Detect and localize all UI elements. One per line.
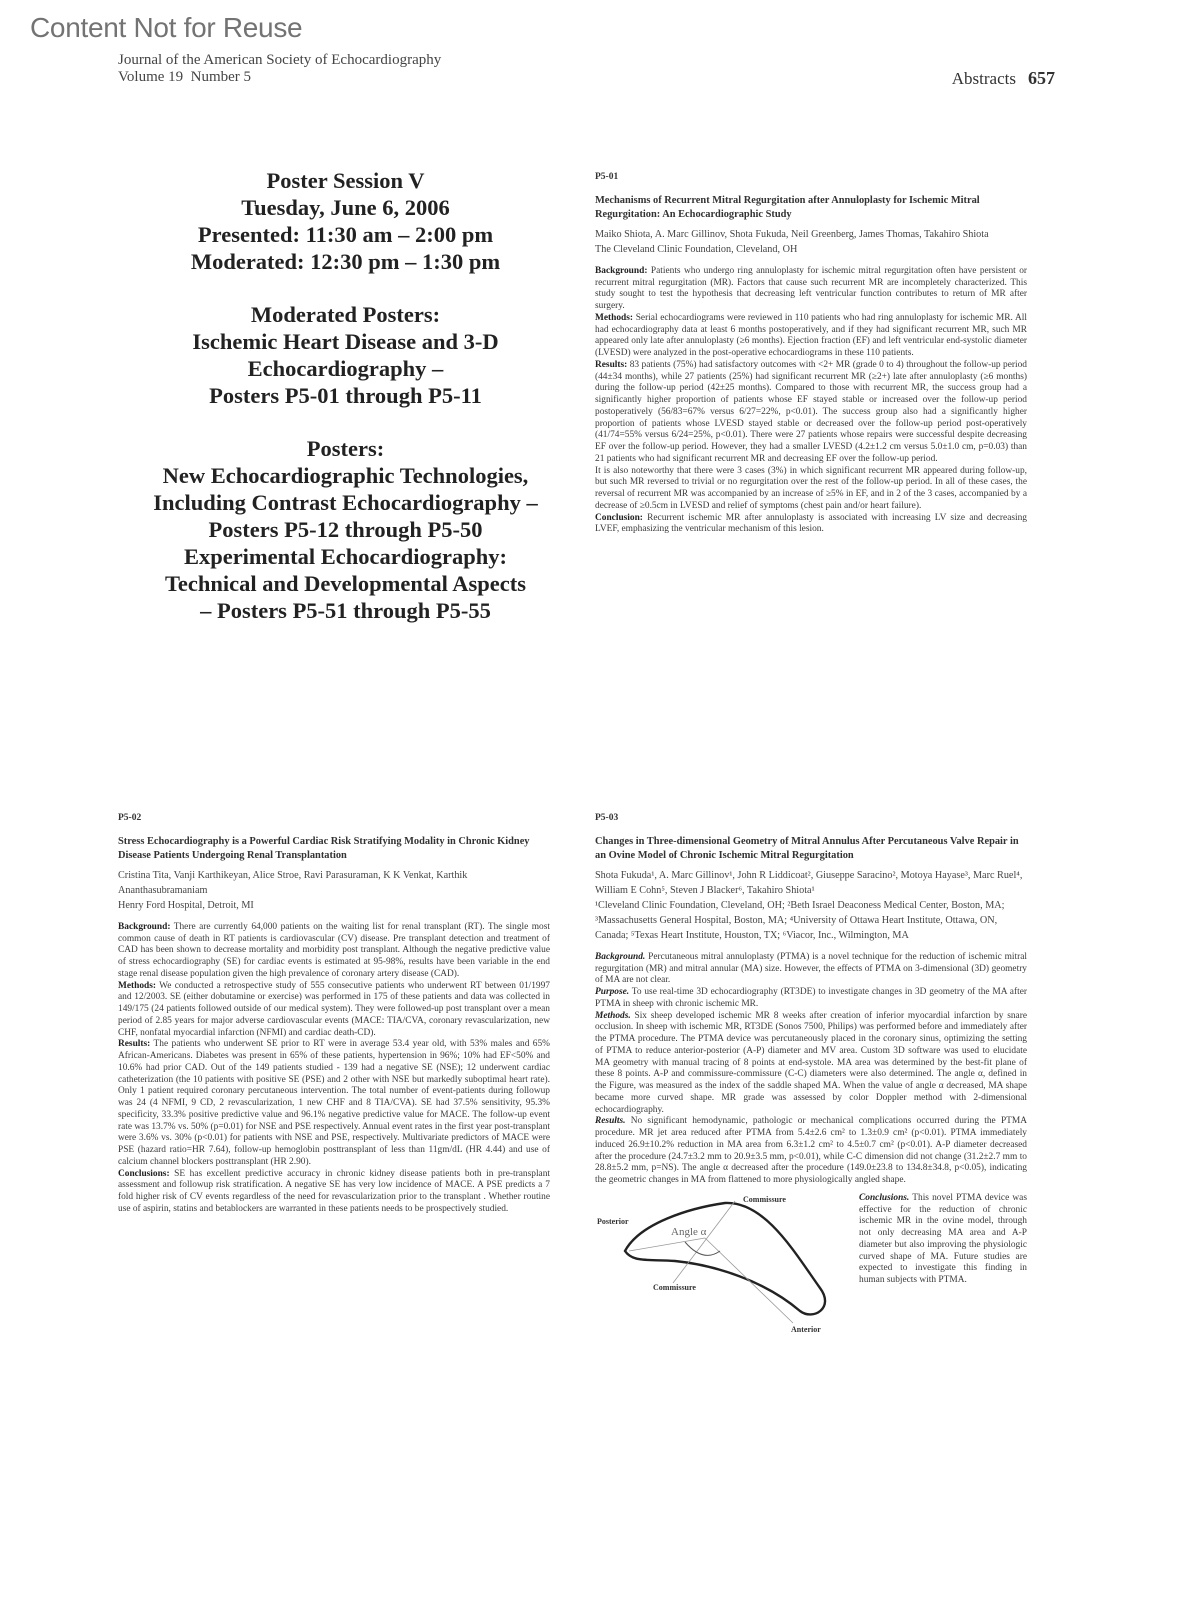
angle-arm-2 (705, 1238, 793, 1323)
abstract-title: Stress Echocardiography is a Powerful Cardiac Risk Stratifying Modality in Chronic Kidney Disease Patients Undergoing Renal Transplantation (118, 835, 530, 861)
session-line: Posters P5-01 through P5-11 (209, 383, 482, 408)
running-header (118, 52, 441, 86)
annulus-outline (625, 1203, 825, 1315)
section-label: Background: (595, 265, 648, 276)
session-line: Moderated Posters: (250, 302, 441, 327)
purpose-text: To use real-time 3D echocardiography (RT3DE) to investigate changes in 3D geometry of the MA after PTMA in sheep with chronic ischemic MR. (595, 987, 1027, 1009)
abstract-affiliation: ¹Cleveland Clinic Foundation, Cleveland, OH; ²Beth Israel Deaconess Medical Center, Boston, MA; ³Massachusetts General Hospital, Boston, MA; ⁴University of Ottawa Heart Institute, Ottawa, ON, Canada; ⁵Texas Heart Institute, Houston, TX; ⁶Viacor, Inc., Wilmington, MA (595, 899, 1005, 941)
label-anterior: Anterior (791, 1324, 821, 1333)
background-text: Patients who undergo ring annuloplasty for ischemic mitral regurgitation often have persistent or recurrent mitral regurgitation (MR). Factors that cause such recurrent MR are incompletely characterized. This study sought to test the hypothesis that decreasing left ventricular function contributes to return of MR after surgery. (595, 265, 1027, 311)
abstract-title: Mechanisms of Recurrent Mitral Regurgitation after Annuloplasty for Ischemic Mitral Regurgitation: An Echocardiographic Study (595, 194, 980, 220)
section-label: Background. (595, 951, 646, 962)
methods-text: Serial echocardiograms were reviewed in 110 patients who had ring annuloplasty for ischemic MR. All had echocardiography data at least 6 months postoperatively, and if they had significant recurrent MR, such MR appeared only late after annuloplasty (≥6 months). Ejection fraction (EF) and left ventricular end-systolic diameter (LVESD) were analyzed in the post-operative echocardiograms in these 110 patients. (595, 312, 1027, 358)
label-posterior: Posterior (597, 1216, 629, 1226)
abstract-title: Changes in Three-dimensional Geometry of Mitral Annulus After Percutaneous Valve Repair in an Ovine Model of Chronic Ischemic Mitral Regurgitation (595, 835, 1019, 861)
session-line: Moderated: 12:30 pm – 1:30 pm (190, 249, 501, 274)
session-line: Presented: 11:30 am – 2:00 pm (197, 222, 494, 247)
session-line: Experimental Echocardiography: (183, 544, 508, 569)
session-line: – Posters P5-51 through P5-55 (200, 598, 491, 623)
abstract-p5-02 (118, 813, 550, 1216)
section-label: Conclusions: (118, 1168, 170, 1179)
abstract-authors: Cristina Tita, Vanji Karthikeyan, Alice Stroe, Ravi Parasuraman, K K Venkat, Karthik Ananthasubramaniam (118, 869, 468, 896)
conclusion-text: SE has excellent predictive accuracy in chronic kidney disease patients both in pre-transplant assessment and followup risk stratification. A negative SE has very low incidence of MACE. A PSE predicts a 7 fold higher risk of CV events regardless of the need for revascularization prior to the transplant . Whether routine use of aspirin, statins and betablockers are warranted in these patients needs to be prospectively studied. (118, 1168, 551, 1214)
abstract-id: P5-03 (595, 813, 619, 823)
session-line: Echocardiography – (247, 356, 444, 381)
session-info (118, 167, 573, 624)
note-text: It is also noteworthy that there were 3 cases (3%) in which significant recurrent MR appeared during follow-up, but such MR reversed to trivial or no regurgitation over the rest of the follow-up period. In all of these cases, the reversal of recurrent MR was accompanied by an increase of ≥5% in EF, and in 2 of the 3 cases, accompanied by a decrease of ≥0.5cm in LVESD and relief of symptoms (chest pain and/or heart failure). (595, 465, 1027, 511)
watermark: Content Not for Reuse (30, 12, 303, 43)
page-number: 657 (1028, 68, 1055, 88)
abstract-id: P5-01 (595, 172, 619, 182)
conclusion-text: This novel PTMA device was effective for the reduction of chronic ischemic MR in the ovine model, through not only decreasing MA area and A-P diameter but also improving the physiologic curved shape of MA. Future studies are expected to investigate this finding in human subjects with PTMA. (859, 1192, 1027, 1285)
journal-name: Journal of the American Society of Echocardiography (118, 52, 442, 68)
session-line: Ischemic Heart Disease and 3-D (192, 329, 499, 354)
background-text: Percutaneous mitral annuloplasty (PTMA) is a novel technique for the reduction of ischemic mitral regurgitation (MR) and mitral annular (MA) size. However, the effects of PTMA on 3-dimensional (3D) geometry of MA are not clear. (595, 951, 1027, 986)
section-label: Conclusion: (595, 512, 643, 523)
section-name: Abstracts (951, 69, 1016, 88)
section-label: Background: (118, 921, 171, 932)
mitral-annulus-figure (595, 1193, 847, 1333)
abstract-affiliation: Henry Ford Hospital, Detroit, MI (118, 899, 254, 911)
page-header-right (952, 68, 1055, 89)
session-line: Poster Session V (266, 168, 425, 193)
abstract-authors: Maiko Shiota, A. Marc Gillinov, Shota Fukuda, Neil Greenberg, James Thomas, Takahiro Shiota (595, 228, 989, 240)
angle-arm-1 (629, 1238, 705, 1251)
section-label: Methods: (118, 980, 157, 991)
session-line: Posters: (306, 436, 385, 461)
section-label: Results: (595, 359, 628, 370)
background-text: There are currently 64,000 patients on the waiting list for renal transplant (RT). The single most common cause of death in RT patients is cardiovascular (CV) disease. Pre transplant detection and treatment of CAD has been shown to decrease mortality and morbidity post transplant. Although the negative predictive value of stress echocardiography (SE) for cardiac events is estimated at 95-98%, results have been variable in the end stage renal disease population given the high prevalence of coronary artery disease (CAD). (118, 921, 550, 979)
session-line: Technical and Developmental Aspects (164, 571, 527, 596)
section-label: Methods: (595, 312, 634, 323)
label-commissure-top: Commissure (743, 1194, 786, 1204)
section-label: Results: (118, 1039, 151, 1050)
conclusion-block (859, 1193, 1027, 1287)
abstract-authors: Shota Fukuda¹, A. Marc Gillinov¹, John R Liddicoat², Giuseppe Saracino², Motoya Hayase³, Marc Ruel⁴, William E Cohn⁵, Steven J Blacker⁶, Takahiro Shiota¹ (595, 869, 1023, 896)
label-commissure-bottom: Commissure (653, 1282, 696, 1292)
session-line: New Echocardiographic Technologies, (162, 463, 529, 488)
abstract-body (595, 952, 1027, 1333)
section-label: Methods. (595, 1010, 631, 1021)
results-text: No significant hemodynamic, pathologic or mechanical complications occurred during the PTMA procedure. MR jet area reduced after PTMA from 5.4±2.6 cm² to 1.3±0.9 cm² (p<0.01). PTMA immediately induced 26.9±10.2% reduction in MA area from 6.3±1.2 cm² to 4.5±0.7 cm² (p<0.01). A-P diameter decreased after the procedure (24.7±3.2 mm to 20.9±3.5 mm, p<0.01), while C-C dimension did not change (31.2±2.7 mm to 28.8±5.2 mm, p=NS). The angle α decreased after the procedure (149.0±23.8 to 134.8±34.8, p<0.05), indicating the geometric changes in MA from flattened to more physiologically angled shape. (595, 1116, 1028, 1185)
abstract-body (118, 922, 550, 1216)
abstract-id: P5-02 (118, 813, 142, 823)
results-text: The patients who underwent SE prior to RT were in average 53.4 year old, with 53% males and 65% African-Americans. Diabetes was present in 65% of these patients, hypertension in 96%; 10% had EF<50% and 10.6% had prior CAD. Out of the 149 patients studied - 139 had a negative SE (NSE); 12 underwent cardiac catheterization (the 10 patients with positive SE (PSE) and 2 other with NSE but markedly suboptimal heart rate). Only 1 patient required coronary percutaneous intervention. The total number of event-patients during followup was 24 (4 NFMI, 9 CD, 2 revascularization, 1 new CHF and 8 TIA/CVA). SE had 37.5% sensitivity, 95.3% specificity, 33.3% positive predictive value and 96.1% negative predictive value for MACE. The follow-up event rate was 13.7% vs. 50% (p=0.01) for NSE and PSE respectively. Annual event rates in the first year post-transplant were 3.6% vs. 30% (p<0.01) for patients with NSE and PSE, respectively. Multivariate predictors of MACE were PSE (hazard ratio=HR 7.64), follow-up hemoglobin posttransplant of less than 11gm/dL (HR 4.44) and use of calcium channel blockers posttransplant (HR 2.90). (118, 1039, 550, 1167)
section-label: Conclusions. (859, 1192, 910, 1203)
methods-text: Six sheep developed ischemic MR 8 weeks after creation of inferior myocardial infarction by snare occlusion. In sheep with ischemic MR, RT3DE (Sonos 7500, Philips) was performed before and immediately after the PTMA procedure. The PTMA device was percutaneously placed in the coronary sinus, optimizing the setting of PTMA to reduce anterior-posterior (A-P) diameter and MV area. Custom 3D software was used to elucidate MA geometry with manual tracing of 8 points at end-systole. MA area was determined by the best-fit plane of these 8 points. A-P and commissure-commissure (C-C) diameters were also determined. The angle α, defined in the Figure, was measured as the index of the saddle shaped MA. When the value of angle α decreased, MA shape became more curved shape. MR grade was assessed by color Doppler method with 2-dimensional echocardiography. (595, 1010, 1028, 1115)
abstract-body (595, 266, 1027, 536)
section-label: Results. (595, 1116, 626, 1127)
session-line: Tuesday, June 6, 2006 (241, 195, 450, 220)
methods-text: We conducted a retrospective study of 555 consecutive patients who underwent RT between 01/1997 and 12/2003. SE (either dobutamine or exercise) was performed in 175 of these patients and data was collected in 149/175 (24 patients followed outside of our medical system). They were followed-up post transplant over a mean period of 2.85 years for major adverse cardiovascular events (MACE: TIA/CVA, coronary revascularization, new CHF, nonfatal myocardial infarction (NFMI) and cardiac death-CD). (118, 980, 550, 1038)
abstract-p5-01 (595, 172, 1027, 536)
section-label: Purpose. (595, 987, 630, 997)
session-line: Posters P5-12 through P5-50 (208, 517, 483, 542)
abstract-p5-03 (595, 813, 1027, 1333)
abstract-affiliation: The Cleveland Clinic Foundation, Cleveland, OH (595, 243, 798, 255)
results-text: 83 patients (75%) had satisfactory outcomes with <2+ MR (grade 0 to 4) throughout the follow-up period (44±34 months), while 27 patients (25%) had significant recurrent MR (≥2+) late after annuloplasty (≥6 months) during the follow-up period (42±25 months). Compared to those with recurrent MR, the success group had a significantly higher proportion of patients whose EF stayed stable or increased over the follow-up period postoperatively (56/83=67% versus 6/27=22%, p<0.01). The success group also had a significantly higher proportion of patients whose LVESD stayed stable or decreased over the follow-up period post-operatively (41/74=55% versus 6/24=25%, p<0.01). There were 27 patients whose repairs were successful despite decreasing EF over the follow-up period. However, they had a smaller LVESD (4.2±1.2 cm versus 5.0±1.0 cm, p=0.03) than 21 patients who had significant recurrent MR and decreasing EF over the follow-up period. (595, 359, 1027, 464)
journal-volume: Volume 19 Number 5 (118, 69, 252, 85)
label-angle: Angle α (671, 1225, 707, 1238)
conclusion-text: Recurrent ischemic MR after annuloplasty is associated with increasing LV size and decreasing LVEF, emphasizing the ventricular mechanism of this lesion. (595, 512, 1027, 535)
session-line: Including Contrast Echocardiography – (153, 490, 538, 515)
